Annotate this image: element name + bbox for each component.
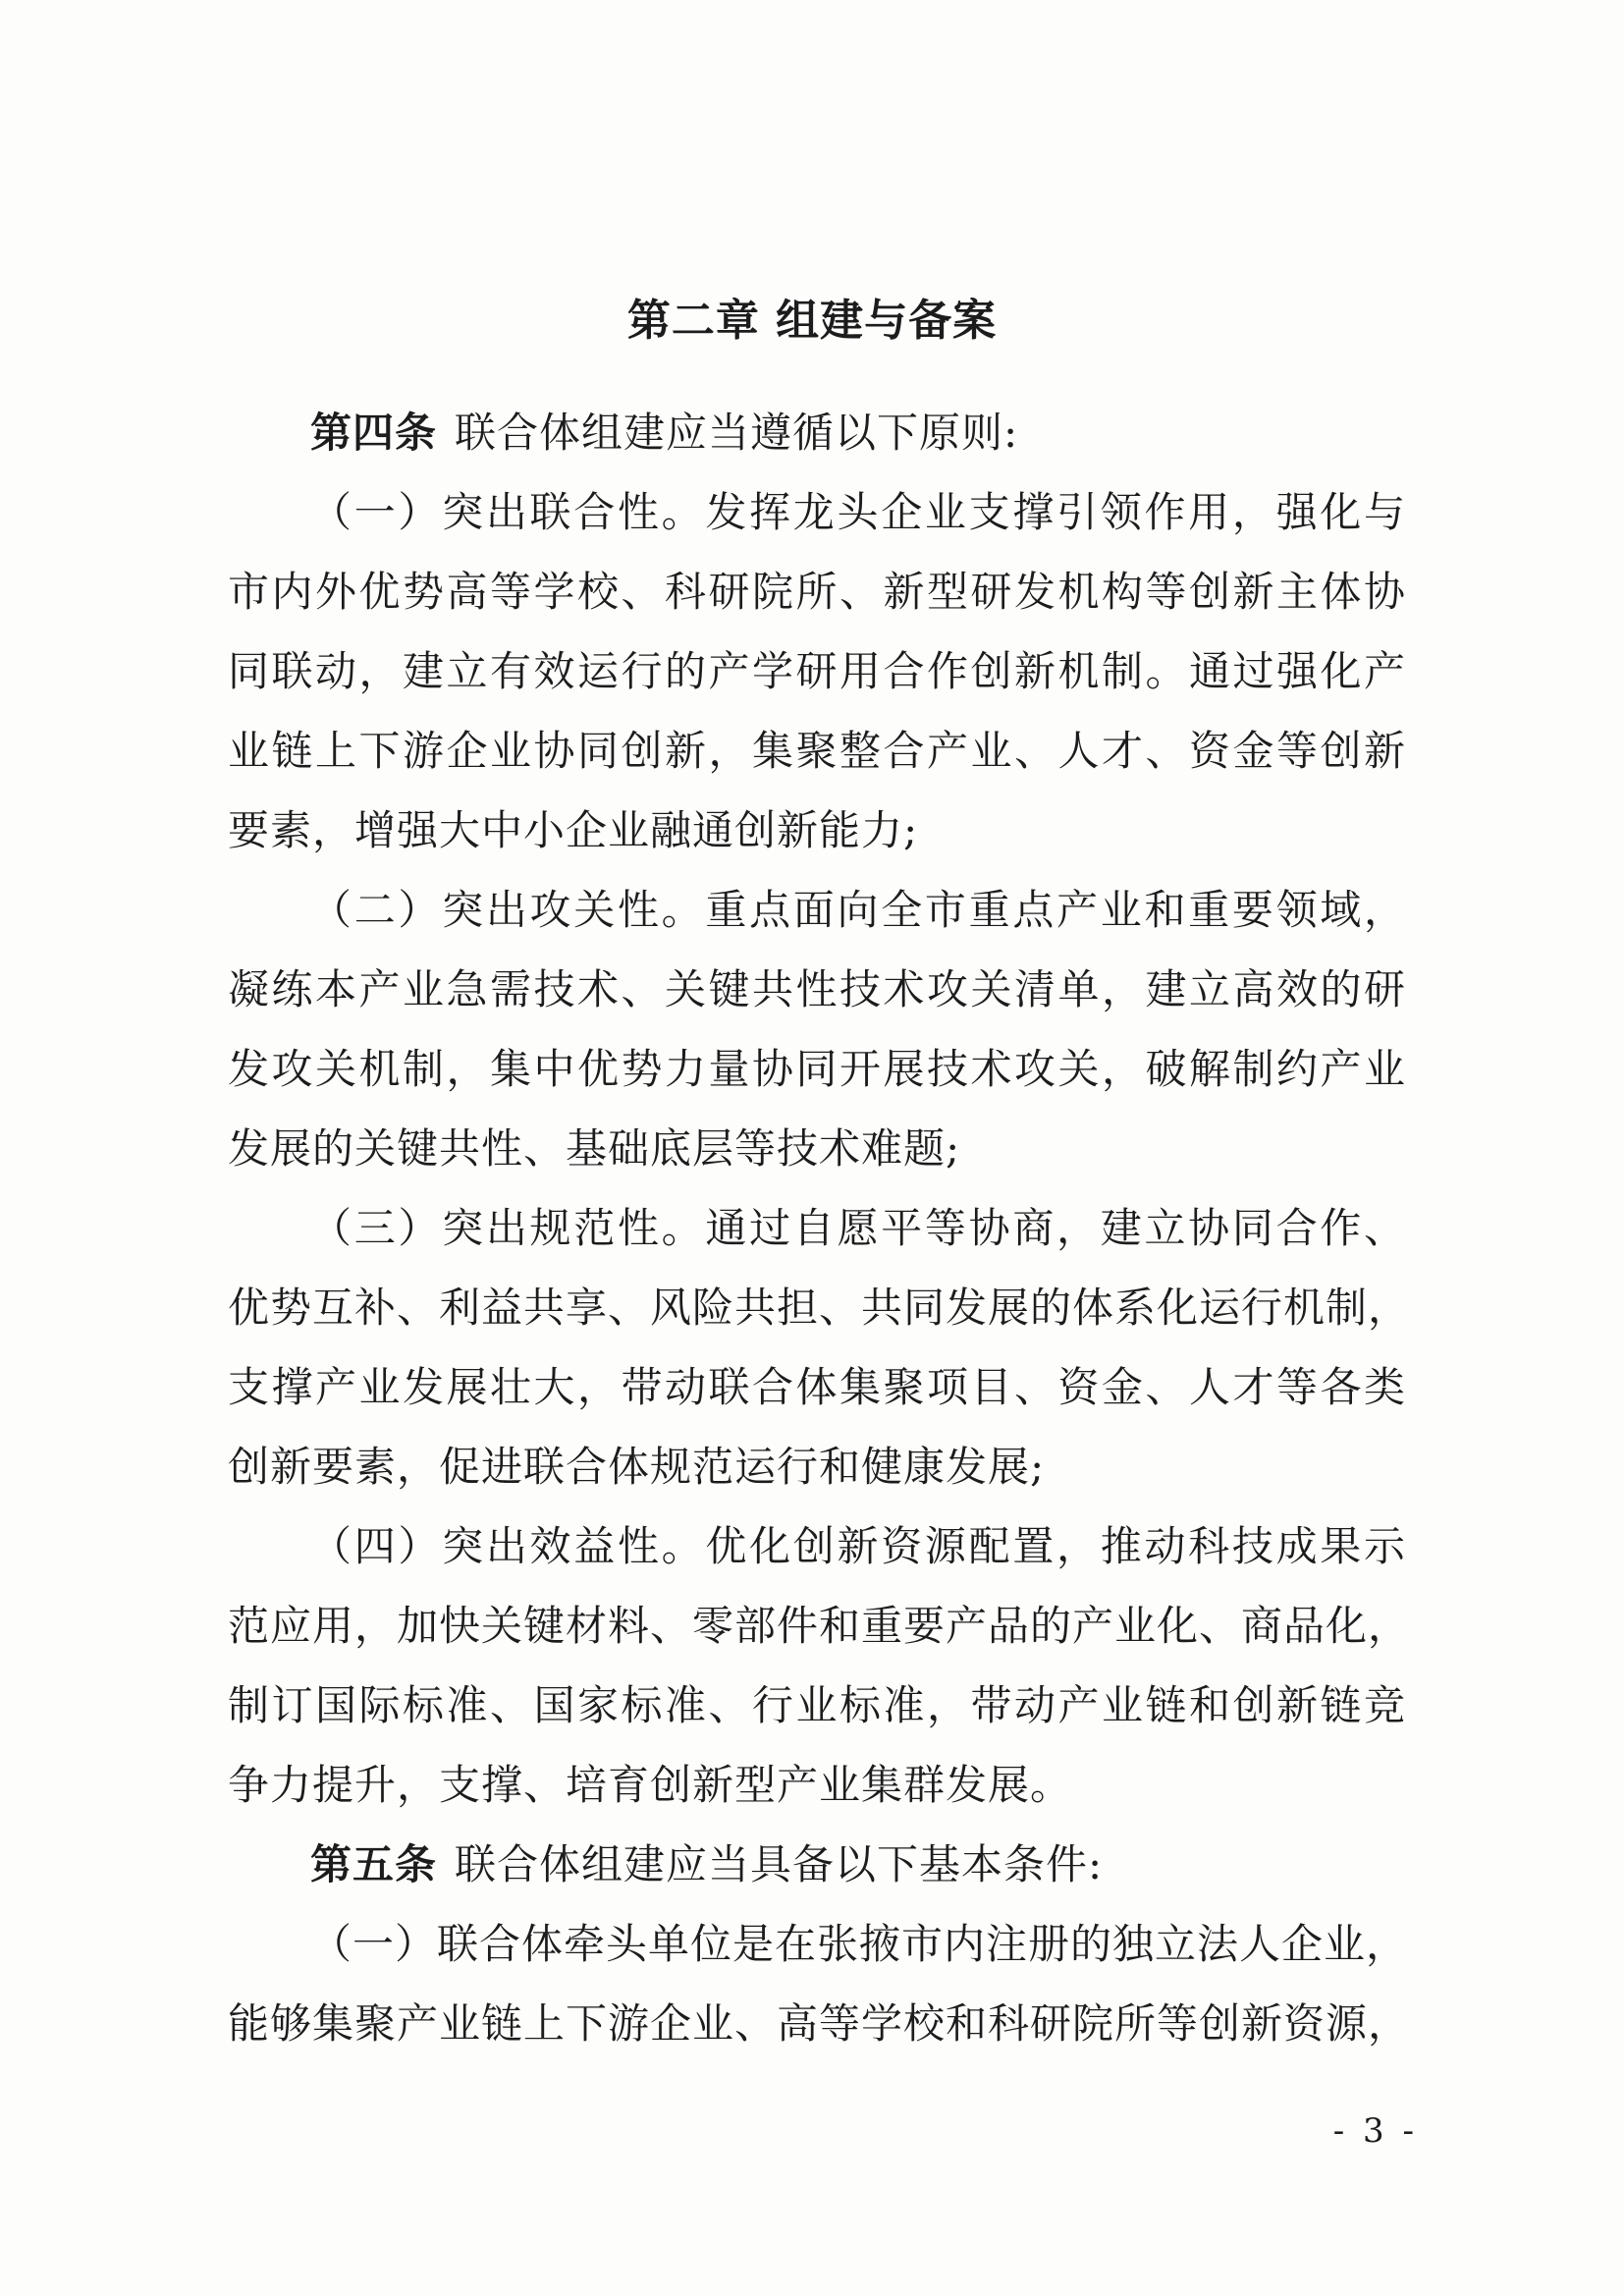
article-5-intro: 联合体组建应当具备以下基本条件: [455,1840,1104,1888]
article-4-item-4-line: （四）突出效益性。优化创新资源配置，推动科技成果示 [310,1522,1406,1570]
article-4-item-4-line: 范应用，加快关键材料、零部件和重要产品的产业化、商品化， [228,1602,1411,1650]
article-4-item-2-line: 凝练本产业急需技术、关键共性技术攻关清单，建立高效的研 [228,965,1406,1013]
article-4-item-4-line: 制订国际标准、国家标准、行业标准，带动产业链和创新链竞 [228,1681,1406,1729]
article-4-item-3-line: 创新要素，促进联合体规范运行和健康发展; [228,1443,1046,1491]
article-4-heading [228,393,1406,472]
article-4-item-3-line: （三）突出规范性。通过自愿平等协商，建立协同合作、 [310,1204,1406,1252]
article-4-item-2-line: 发攻关机制，集中优势力量协同开展技术攻关，破解制约产业 [228,1045,1406,1093]
chapter-title: 第二章 组建与备案 [626,296,998,346]
article-4-item-2-line: （二）突出攻关性。重点面向全市重点产业和重要领域， [310,886,1406,934]
article-4-item-2-line: 发展的关键共性、基础底层等技术难题; [228,1124,961,1173]
article-4-item-3-line: 优势互补、利益共享、风险共担、共同发展的体系化运行机制， [228,1284,1411,1332]
article-5-item-1-line: 能够集聚产业链上下游企业、高等学校和科研院所等创新资源， [228,1999,1411,2048]
article-4-item-1-line: 要素，增强大中小企业融通创新能力; [228,806,919,854]
page-number: - 3 - [1332,2111,1418,2151]
article-5-label: 第五条 [310,1840,438,1888]
article-4-item-3-line: 支撑产业发展壮大，带动联合体集聚项目、资金、人才等各类 [228,1363,1406,1411]
article-5-heading [228,1825,1406,1904]
article-4-item-1-line: 业链上下游企业协同创新，集聚整合产业、人才、资金等创新 [228,727,1406,775]
document-body [228,393,1411,2063]
article-4-item-1-line: （一）突出联合性。发挥龙头企业支撑引领作用，强化与 [310,488,1406,536]
article-4-item-1-line: 同联动，建立有效运行的产学研用合作创新机制。通过强化产 [228,647,1406,695]
article-4-intro: 联合体组建应当遵循以下原则: [455,409,1019,457]
article-4-label: 第四条 [310,409,438,457]
article-5-item-1-line: （一）联合体牵头单位是在张掖市内注册的独立法人企业， [310,1920,1409,1968]
article-4-item-4-line: 争力提升，支撑、培育创新型产业集群发展。 [228,1761,1073,1809]
article-4-item-1-line: 市内外优势高等学校、科研院所、新型研发机构等创新主体协 [228,568,1406,616]
